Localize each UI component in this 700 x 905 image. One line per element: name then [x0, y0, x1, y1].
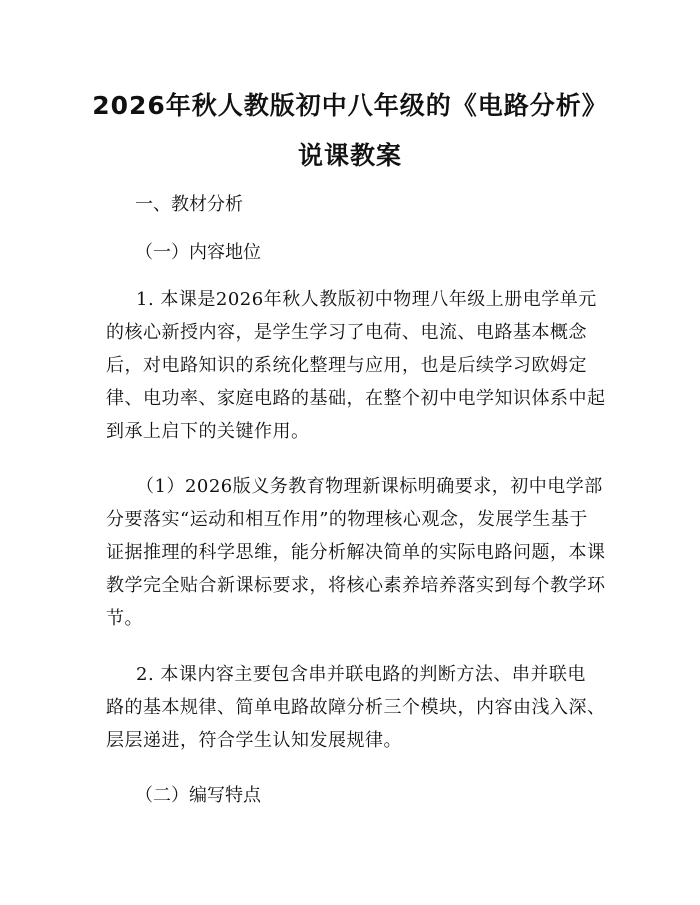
paragraph-3-line: 路的基本规律、简单电路故障分析三个模块，内容由浅入深、 [106, 697, 606, 718]
paragraph-1-line: 后，对电路知识的系统化整理与应用，也是后续学习欧姆定 [106, 355, 587, 376]
paragraph-3-line: 层层递进，符合学生认知发展规律。 [106, 730, 402, 751]
paragraph-2-line: 教学完全贴合新课标要求，将核心素养培养落实到每个教学环 [106, 575, 606, 596]
document-title-line-1: 2026年秋人教版初中八年级的《电路分析》 [92, 91, 608, 120]
paragraph-1-line: 到承上启下的关键作用。 [106, 421, 310, 442]
subsection-heading-writing-features: （二）编写特点 [135, 785, 261, 806]
subsection-heading-content-position: （一）内容地位 [135, 242, 261, 263]
paragraph-3-line: 2. 本课内容主要包含串并联电路的判断方法、串并联电 [136, 664, 586, 685]
paragraph-2-line: （1）2026版义务教育物理新课标明确要求，初中电学部 [136, 476, 603, 497]
document-title-line-2: 说课教案 [297, 141, 402, 170]
paragraph-2-line: 节。 [106, 608, 143, 629]
paragraph-1-line: 的核心新授内容，是学生学习了电荷、电流、电路基本概念 [106, 322, 587, 343]
paragraph-2-line: 证据推理的科学思维，能分析解决简单的实际电路问题，本课 [106, 542, 606, 563]
paragraph-1-line: 律、电功率、家庭电路的基础，在整个初中电学知识体系中起 [106, 388, 606, 409]
section-heading-textbook-analysis: 一、教材分析 [135, 194, 243, 215]
paragraph-1-line: 1. 本课是2026年秋人教版初中物理八年级上册电学单元 [136, 289, 597, 310]
paragraph-2-line: 分要落实“运动和相互作用”的物理核心观念，发展学生基于 [106, 509, 588, 530]
